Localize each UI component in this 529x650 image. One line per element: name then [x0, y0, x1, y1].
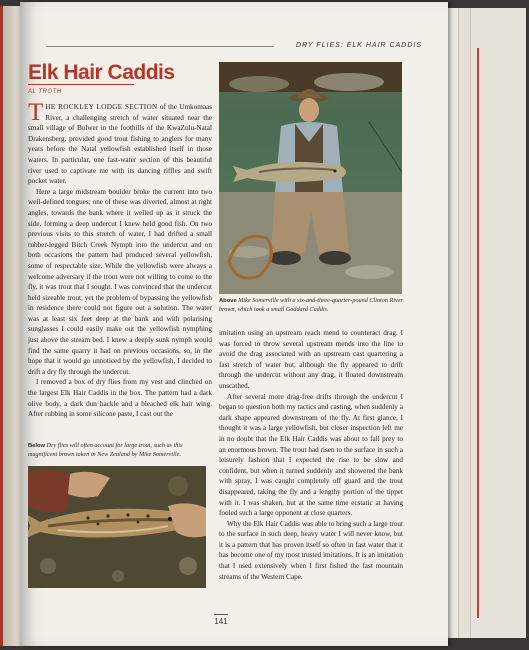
header-rule: [46, 46, 274, 47]
page-number: [210, 614, 232, 626]
title-underline: [28, 84, 134, 85]
book-page: [20, 2, 448, 646]
angler-photo: [219, 62, 402, 294]
page-red-border: [477, 48, 479, 618]
paragraph: I removed a box of dry flies from my vest and clinched on the largest Elk Hair Caddis in the box. The pattern had a dark olive body, a dark dun hackle and a bleached elk hair wing. After rubbing in some silicone paste, I cast out the: [28, 378, 212, 419]
angler-illustration: [219, 62, 402, 294]
caption-text: Mike Somerville with a six-and-three-quarter-pound Clinton River brown, which took a small Goddard Caddis.: [219, 297, 403, 313]
lead-in: HE ROCKLEY LODGE SECTION: [45, 103, 158, 111]
page-number-rule: [214, 614, 228, 615]
photo-caption: [219, 297, 403, 314]
caption-label: Below: [28, 443, 46, 449]
book-cover-edge: [0, 6, 3, 646]
paragraph: After several more drag-free drifts through the undercut I began to question both my tactics and casting, when suddenly a dark shape appeared downstream of the fly. At first glance, I thought it was a large yellowfish, but closer inspection left me in no doubt that the Elk Hair Caddis was about to fall prey to an enormous brown. The trout had risen to the surface in such a leisurely fashion that I expected the rise to be slow and confident, but when it turned suddenly and showered the bank with spray, I was caught completely off guard and the trout disappeared, taking the fly and a lengthy portion of the tippet with it. I was shaken, but at the same time ecstatic at having fooled such a large opponent at close quarters.: [219, 392, 403, 518]
paragraph: Why the Elk Hair Caddis was able to bring such a large trout to the surface in such deep, heavy water I will never know, but it is a pattern that has proven itself so often in fast water that it has become one of my most trusted imitations. It is an imitation that I used extensively when I first fished the fast mountain streams of the Western Cape.: [219, 519, 403, 581]
paragraph: [28, 99, 212, 187]
paragraph-text: of the Umkomaas River, a challenging stretch of water situated near the small village of Bulwer in the foothills of the KwaZulu-Natal Drakensberg, provided good trout fishing to anglers for many years before the Natal yellowfish established itself in those waters. In particular, one fast-water section of this beautiful river used to captivate me with its dancing riffles and swift pocket water.: [28, 103, 212, 186]
right-column: [219, 328, 403, 582]
running-head: [282, 42, 422, 49]
drop-cap: T: [28, 99, 44, 126]
page-number-text: 141: [214, 617, 228, 626]
article-title: Elk Hair Caddis: [28, 61, 175, 84]
running-head-text: DRY FLIES: ELK HAIR CADDIS: [296, 42, 422, 49]
page-stack: [470, 8, 526, 638]
photo-caption: [28, 442, 206, 459]
caption-text: Dry flies will often account for large trout, such as this magnificent brown taken in New Zealand by Mike Somerville.: [28, 442, 183, 458]
paragraph: imitation using an upstream reach mend to counteract drag. I was forced to throw several upstream mends into the line to avoid the drag associated with an upstream cast quartering a fast stretch of water but, although the fly appeared to drift through the undercut without any drag, it floated downstream unscathed.: [219, 329, 403, 390]
paragraph: Here a large midstream boulder broke the current into two well-defined tongues; one of these was diverted, almost at right angles, towards the bank where it welled up as it struck the side, forming a deep undercut I knew held good fish. On two previous visits to this stretch of water, I had drifted a small rubber-legged Bitch Creek Nymph into the undercut and on both occasions the pattern had produced several yellowfish, some of respectable size. While the yellowfish were always a welcome adversary if the trout were not willing to come to the fly, it was trout that I sought. I was convinced that the undercut held sizeable trout, yet the problem of bypassing the yellowfish in residence there could not figure out a solution. The water was at least six feet deep at the bank and with polarising sunglasses I could easily make out the yellowfish nymphing just above the stream bed. I knew a deeply sunk nymph would find the same quarry it had on previous occasions, so, in the hope that it would go unnoticed by the yellowfish, I decided to drift a dry fly through the undercut.: [28, 187, 212, 376]
trout-illustration: [28, 466, 206, 588]
author-byline: AL TROTH: [28, 89, 62, 95]
brown-trout-photo: [28, 466, 206, 588]
caption-label: Above: [219, 298, 237, 304]
left-column: [28, 99, 212, 420]
